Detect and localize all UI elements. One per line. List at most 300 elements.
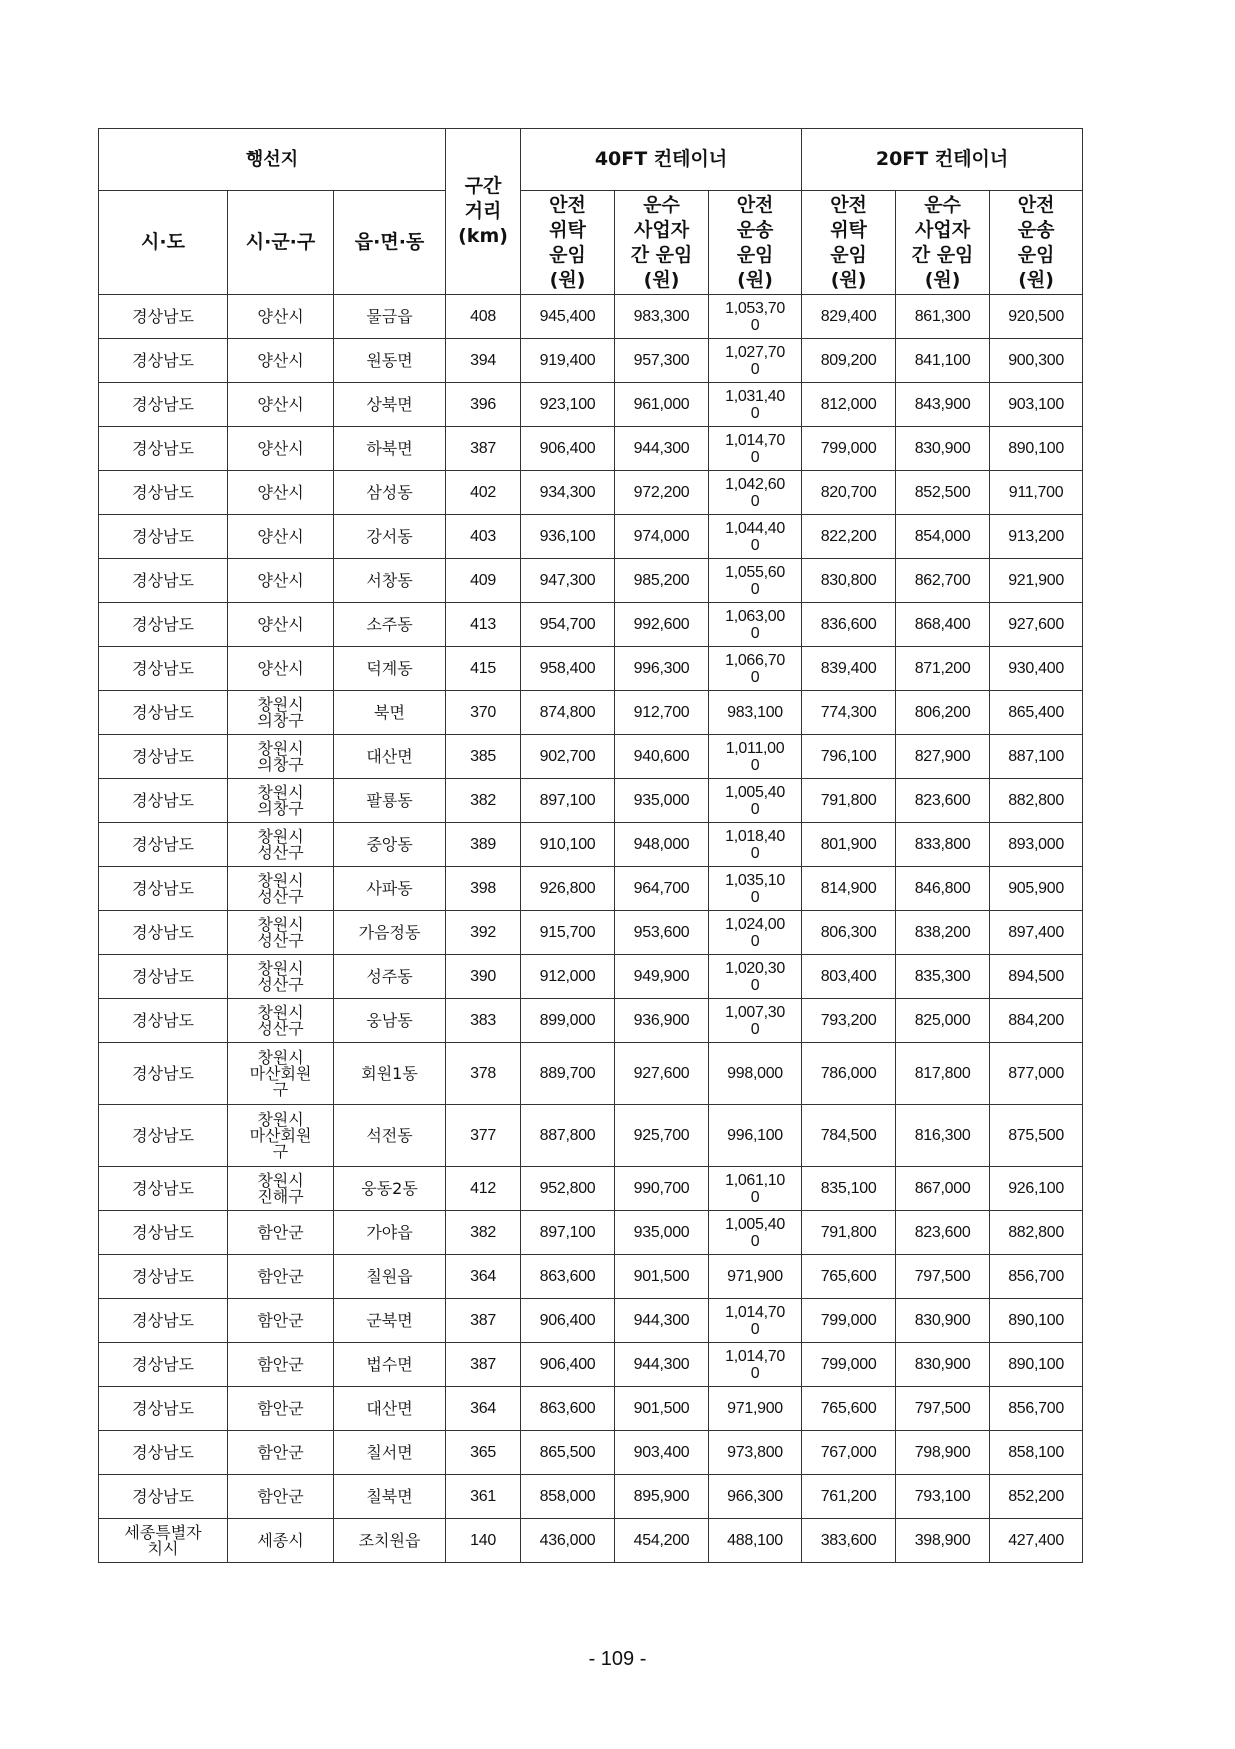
cell-20ft-carrier-rate: 827,900 bbox=[896, 735, 990, 779]
cell-distance-km: 396 bbox=[446, 383, 521, 427]
cell-20ft-safe-transport-rate: 852,200 bbox=[990, 1475, 1083, 1519]
cell-20ft-carrier-rate: 830,900 bbox=[896, 1343, 990, 1387]
cell-40ft-safe-transport-rate: 1,061,10 0 bbox=[709, 1167, 802, 1211]
cell-eupmyeondong: 대산면 bbox=[334, 735, 446, 779]
cell-40ft-safe-transport-rate: 1,014,70 0 bbox=[709, 1299, 802, 1343]
table-row bbox=[99, 559, 1083, 603]
cell-distance-km: 370 bbox=[446, 691, 521, 735]
cell-eupmyeondong: 군북면 bbox=[334, 1299, 446, 1343]
cell-20ft-carrier-rate: 797,500 bbox=[896, 1387, 990, 1431]
cell-20ft-carrier-rate: 846,800 bbox=[896, 867, 990, 911]
cell-sigungu: 창원시 의창구 bbox=[228, 691, 334, 735]
cell-20ft-carrier-rate: 843,900 bbox=[896, 383, 990, 427]
cell-eupmyeondong: 가야읍 bbox=[334, 1211, 446, 1255]
table-row bbox=[99, 1519, 1083, 1563]
cell-sido: 경상남도 bbox=[99, 1299, 228, 1343]
cell-40ft-safe-consign-rate: 910,100 bbox=[521, 823, 615, 867]
table-row bbox=[99, 955, 1083, 999]
cell-sigungu: 함안군 bbox=[228, 1343, 334, 1387]
cell-sigungu: 양산시 bbox=[228, 471, 334, 515]
header-eupmyeondong: 읍·면·동 bbox=[334, 191, 446, 295]
cell-distance-km: 140 bbox=[446, 1519, 521, 1563]
cell-sido: 경상남도 bbox=[99, 383, 228, 427]
cell-sido: 경상남도 bbox=[99, 1211, 228, 1255]
page-number: - 109 - bbox=[588, 1648, 647, 1670]
cell-distance-km: 377 bbox=[446, 1105, 521, 1167]
cell-eupmyeondong: 대산면 bbox=[334, 1387, 446, 1431]
cell-40ft-safe-consign-rate: 897,100 bbox=[521, 1211, 615, 1255]
cell-20ft-carrier-rate: 861,300 bbox=[896, 295, 990, 339]
cell-sigungu: 창원시 마산회원 구 bbox=[228, 1105, 334, 1167]
cell-distance-km: 412 bbox=[446, 1167, 521, 1211]
cell-40ft-safe-consign-rate: 906,400 bbox=[521, 427, 615, 471]
cell-sigungu: 창원시 성산구 bbox=[228, 999, 334, 1043]
cell-40ft-carrier-rate: 944,300 bbox=[615, 1299, 709, 1343]
cell-eupmyeondong: 원동면 bbox=[334, 339, 446, 383]
cell-20ft-safe-consign-rate: 793,200 bbox=[802, 999, 896, 1043]
cell-40ft-carrier-rate: 454,200 bbox=[615, 1519, 709, 1563]
table-row bbox=[99, 735, 1083, 779]
cell-20ft-safe-consign-rate: 806,300 bbox=[802, 911, 896, 955]
cell-40ft-safe-consign-rate: 897,100 bbox=[521, 779, 615, 823]
cell-distance-km: 387 bbox=[446, 1343, 521, 1387]
cell-40ft-carrier-rate: 964,700 bbox=[615, 867, 709, 911]
cell-20ft-safe-consign-rate: 761,200 bbox=[802, 1475, 896, 1519]
cell-20ft-carrier-rate: 823,600 bbox=[896, 779, 990, 823]
cell-40ft-carrier-rate: 972,200 bbox=[615, 471, 709, 515]
table-row bbox=[99, 1167, 1083, 1211]
cell-20ft-safe-consign-rate: 765,600 bbox=[802, 1255, 896, 1299]
cell-sido: 경상남도 bbox=[99, 339, 228, 383]
cell-20ft-safe-transport-rate: 875,500 bbox=[990, 1105, 1083, 1167]
cell-distance-km: 402 bbox=[446, 471, 521, 515]
cell-sido: 경상남도 bbox=[99, 735, 228, 779]
cell-20ft-carrier-rate: 817,800 bbox=[896, 1043, 990, 1105]
cell-sigungu: 창원시 마산회원 구 bbox=[228, 1043, 334, 1105]
cell-sigungu: 양산시 bbox=[228, 295, 334, 339]
table-row bbox=[99, 471, 1083, 515]
cell-eupmyeondong: 삼성동 bbox=[334, 471, 446, 515]
cell-40ft-safe-consign-rate: 863,600 bbox=[521, 1255, 615, 1299]
cell-sido: 경상남도 bbox=[99, 427, 228, 471]
cell-distance-km: 364 bbox=[446, 1387, 521, 1431]
cell-20ft-safe-consign-rate: 791,800 bbox=[802, 1211, 896, 1255]
cell-sido: 경상남도 bbox=[99, 559, 228, 603]
cell-20ft-safe-consign-rate: 809,200 bbox=[802, 339, 896, 383]
header-destination: 행선지 bbox=[99, 129, 446, 191]
cell-eupmyeondong: 물금읍 bbox=[334, 295, 446, 339]
cell-20ft-safe-consign-rate: 791,800 bbox=[802, 779, 896, 823]
cell-40ft-safe-transport-rate: 971,900 bbox=[709, 1255, 802, 1299]
table-row bbox=[99, 691, 1083, 735]
cell-eupmyeondong: 칠서면 bbox=[334, 1431, 446, 1475]
cell-40ft-safe-transport-rate: 1,005,40 0 bbox=[709, 1211, 802, 1255]
cell-distance-km: 387 bbox=[446, 1299, 521, 1343]
cell-sigungu: 양산시 bbox=[228, 383, 334, 427]
cell-40ft-safe-transport-rate: 983,100 bbox=[709, 691, 802, 735]
cell-distance-km: 365 bbox=[446, 1431, 521, 1475]
cell-eupmyeondong: 가음정동 bbox=[334, 911, 446, 955]
cell-40ft-safe-transport-rate: 1,018,40 0 bbox=[709, 823, 802, 867]
table-row bbox=[99, 1043, 1083, 1105]
cell-40ft-safe-consign-rate: 923,100 bbox=[521, 383, 615, 427]
cell-sigungu: 양산시 bbox=[228, 515, 334, 559]
cell-20ft-carrier-rate: 835,300 bbox=[896, 955, 990, 999]
header-20ft-safe-transport-rate: 안전 운송 운임 (원) bbox=[990, 191, 1083, 295]
cell-distance-km: 415 bbox=[446, 647, 521, 691]
cell-20ft-safe-consign-rate: 814,900 bbox=[802, 867, 896, 911]
cell-sido: 경상남도 bbox=[99, 603, 228, 647]
cell-sigungu: 양산시 bbox=[228, 603, 334, 647]
cell-40ft-safe-consign-rate: 889,700 bbox=[521, 1043, 615, 1105]
cell-40ft-carrier-rate: 983,300 bbox=[615, 295, 709, 339]
header-20ft-safe-consign-rate: 안전 위탁 운임 (원) bbox=[802, 191, 896, 295]
cell-20ft-safe-consign-rate: 835,100 bbox=[802, 1167, 896, 1211]
cell-40ft-safe-consign-rate: 906,400 bbox=[521, 1343, 615, 1387]
cell-40ft-carrier-rate: 927,600 bbox=[615, 1043, 709, 1105]
cell-40ft-carrier-rate: 957,300 bbox=[615, 339, 709, 383]
cell-40ft-safe-consign-rate: 952,800 bbox=[521, 1167, 615, 1211]
cell-distance-km: 413 bbox=[446, 603, 521, 647]
cell-20ft-safe-consign-rate: 796,100 bbox=[802, 735, 896, 779]
cell-20ft-safe-consign-rate: 799,000 bbox=[802, 1343, 896, 1387]
cell-20ft-safe-transport-rate: 890,100 bbox=[990, 427, 1083, 471]
cell-sigungu: 함안군 bbox=[228, 1299, 334, 1343]
cell-40ft-safe-transport-rate: 973,800 bbox=[709, 1431, 802, 1475]
header-40ft-carrier-rate: 운수 사업자 간 운임 (원) bbox=[615, 191, 709, 295]
cell-sigungu: 함안군 bbox=[228, 1211, 334, 1255]
table-row bbox=[99, 779, 1083, 823]
cell-sigungu: 양산시 bbox=[228, 559, 334, 603]
cell-40ft-safe-consign-rate: 899,000 bbox=[521, 999, 615, 1043]
cell-sido: 경상남도 bbox=[99, 515, 228, 559]
cell-20ft-carrier-rate: 868,400 bbox=[896, 603, 990, 647]
table-row bbox=[99, 1431, 1083, 1475]
cell-20ft-safe-transport-rate: 920,500 bbox=[990, 295, 1083, 339]
cell-distance-km: 382 bbox=[446, 779, 521, 823]
cell-40ft-safe-consign-rate: 865,500 bbox=[521, 1431, 615, 1475]
cell-sigungu: 양산시 bbox=[228, 339, 334, 383]
cell-eupmyeondong: 덕계동 bbox=[334, 647, 446, 691]
cell-20ft-carrier-rate: 841,100 bbox=[896, 339, 990, 383]
cell-sigungu: 창원시 성산구 bbox=[228, 955, 334, 999]
cell-sido: 경상남도 bbox=[99, 1475, 228, 1519]
cell-40ft-carrier-rate: 948,000 bbox=[615, 823, 709, 867]
cell-40ft-carrier-rate: 901,500 bbox=[615, 1255, 709, 1299]
cell-40ft-safe-consign-rate: 858,000 bbox=[521, 1475, 615, 1519]
cell-20ft-safe-consign-rate: 767,000 bbox=[802, 1431, 896, 1475]
cell-40ft-safe-transport-rate: 1,020,30 0 bbox=[709, 955, 802, 999]
cell-40ft-carrier-rate: 944,300 bbox=[615, 1343, 709, 1387]
cell-20ft-safe-transport-rate: 905,900 bbox=[990, 867, 1083, 911]
header-40ft-container: 40FT 컨테이너 bbox=[521, 129, 802, 191]
table-row bbox=[99, 1105, 1083, 1167]
cell-eupmyeondong: 팔룡동 bbox=[334, 779, 446, 823]
cell-eupmyeondong: 서창동 bbox=[334, 559, 446, 603]
cell-20ft-safe-transport-rate: 882,800 bbox=[990, 1211, 1083, 1255]
cell-distance-km: 389 bbox=[446, 823, 521, 867]
header-40ft-safe-consign-rate: 안전 위탁 운임 (원) bbox=[521, 191, 615, 295]
cell-distance-km: 364 bbox=[446, 1255, 521, 1299]
cell-40ft-safe-transport-rate: 966,300 bbox=[709, 1475, 802, 1519]
cell-eupmyeondong: 칠북면 bbox=[334, 1475, 446, 1519]
cell-40ft-safe-transport-rate: 1,066,70 0 bbox=[709, 647, 802, 691]
cell-sido: 세종특별자 치시 bbox=[99, 1519, 228, 1563]
cell-20ft-safe-transport-rate: 930,400 bbox=[990, 647, 1083, 691]
cell-sido: 경상남도 bbox=[99, 691, 228, 735]
cell-20ft-safe-consign-rate: 383,600 bbox=[802, 1519, 896, 1563]
cell-40ft-safe-consign-rate: 915,700 bbox=[521, 911, 615, 955]
cell-40ft-safe-consign-rate: 945,400 bbox=[521, 295, 615, 339]
cell-40ft-carrier-rate: 936,900 bbox=[615, 999, 709, 1043]
cell-eupmyeondong: 사파동 bbox=[334, 867, 446, 911]
cell-40ft-safe-consign-rate: 936,100 bbox=[521, 515, 615, 559]
cell-20ft-safe-transport-rate: 903,100 bbox=[990, 383, 1083, 427]
cell-40ft-safe-transport-rate: 998,000 bbox=[709, 1043, 802, 1105]
table-row bbox=[99, 1255, 1083, 1299]
cell-40ft-safe-consign-rate: 436,000 bbox=[521, 1519, 615, 1563]
header-40ft-safe-transport-rate: 안전 운송 운임 (원) bbox=[709, 191, 802, 295]
cell-sigungu: 창원시 진해구 bbox=[228, 1167, 334, 1211]
cell-sido: 경상남도 bbox=[99, 1343, 228, 1387]
freight-rate-table bbox=[98, 128, 1083, 1563]
cell-40ft-carrier-rate: 974,000 bbox=[615, 515, 709, 559]
cell-40ft-safe-transport-rate: 1,031,40 0 bbox=[709, 383, 802, 427]
cell-20ft-safe-consign-rate: 836,600 bbox=[802, 603, 896, 647]
cell-20ft-safe-consign-rate: 822,200 bbox=[802, 515, 896, 559]
table-row bbox=[99, 1343, 1083, 1387]
header-20ft-carrier-rate: 운수 사업자 간 운임 (원) bbox=[896, 191, 990, 295]
cell-sigungu: 창원시 의창구 bbox=[228, 779, 334, 823]
cell-40ft-carrier-rate: 935,000 bbox=[615, 1211, 709, 1255]
cell-20ft-carrier-rate: 871,200 bbox=[896, 647, 990, 691]
cell-20ft-carrier-rate: 830,900 bbox=[896, 427, 990, 471]
cell-sido: 경상남도 bbox=[99, 647, 228, 691]
cell-40ft-safe-transport-rate: 1,044,40 0 bbox=[709, 515, 802, 559]
cell-sido: 경상남도 bbox=[99, 779, 228, 823]
cell-20ft-carrier-rate: 793,100 bbox=[896, 1475, 990, 1519]
cell-20ft-carrier-rate: 854,000 bbox=[896, 515, 990, 559]
cell-20ft-safe-consign-rate: 786,000 bbox=[802, 1043, 896, 1105]
cell-20ft-safe-consign-rate: 839,400 bbox=[802, 647, 896, 691]
cell-eupmyeondong: 중앙동 bbox=[334, 823, 446, 867]
cell-20ft-carrier-rate: 830,900 bbox=[896, 1299, 990, 1343]
cell-sido: 경상남도 bbox=[99, 1043, 228, 1105]
cell-distance-km: 390 bbox=[446, 955, 521, 999]
cell-20ft-safe-transport-rate: 877,000 bbox=[990, 1043, 1083, 1105]
cell-20ft-safe-consign-rate: 784,500 bbox=[802, 1105, 896, 1167]
cell-20ft-safe-transport-rate: 913,200 bbox=[990, 515, 1083, 559]
cell-40ft-safe-transport-rate: 1,014,70 0 bbox=[709, 427, 802, 471]
cell-40ft-safe-consign-rate: 863,600 bbox=[521, 1387, 615, 1431]
cell-20ft-safe-transport-rate: 856,700 bbox=[990, 1387, 1083, 1431]
cell-distance-km: 403 bbox=[446, 515, 521, 559]
cell-sido: 경상남도 bbox=[99, 999, 228, 1043]
table-row bbox=[99, 1299, 1083, 1343]
cell-eupmyeondong: 강서동 bbox=[334, 515, 446, 559]
cell-40ft-carrier-rate: 953,600 bbox=[615, 911, 709, 955]
cell-20ft-safe-consign-rate: 812,000 bbox=[802, 383, 896, 427]
cell-40ft-carrier-rate: 925,700 bbox=[615, 1105, 709, 1167]
cell-20ft-carrier-rate: 833,800 bbox=[896, 823, 990, 867]
cell-20ft-carrier-rate: 852,500 bbox=[896, 471, 990, 515]
cell-40ft-carrier-rate: 940,600 bbox=[615, 735, 709, 779]
cell-eupmyeondong: 북면 bbox=[334, 691, 446, 735]
cell-20ft-carrier-rate: 862,700 bbox=[896, 559, 990, 603]
cell-40ft-carrier-rate: 901,500 bbox=[615, 1387, 709, 1431]
cell-sido: 경상남도 bbox=[99, 911, 228, 955]
cell-eupmyeondong: 회원1동 bbox=[334, 1043, 446, 1105]
cell-40ft-safe-consign-rate: 958,400 bbox=[521, 647, 615, 691]
cell-distance-km: 387 bbox=[446, 427, 521, 471]
cell-40ft-carrier-rate: 996,300 bbox=[615, 647, 709, 691]
cell-40ft-safe-transport-rate: 996,100 bbox=[709, 1105, 802, 1167]
cell-distance-km: 383 bbox=[446, 999, 521, 1043]
cell-20ft-safe-consign-rate: 799,000 bbox=[802, 427, 896, 471]
cell-sigungu: 함안군 bbox=[228, 1255, 334, 1299]
cell-40ft-safe-transport-rate: 1,027,70 0 bbox=[709, 339, 802, 383]
cell-40ft-carrier-rate: 985,200 bbox=[615, 559, 709, 603]
cell-20ft-safe-transport-rate: 858,100 bbox=[990, 1431, 1083, 1475]
cell-40ft-safe-transport-rate: 971,900 bbox=[709, 1387, 802, 1431]
cell-sido: 경상남도 bbox=[99, 1105, 228, 1167]
cell-eupmyeondong: 웅남동 bbox=[334, 999, 446, 1043]
cell-20ft-safe-consign-rate: 803,400 bbox=[802, 955, 896, 999]
cell-40ft-safe-transport-rate: 1,055,60 0 bbox=[709, 559, 802, 603]
table-row bbox=[99, 1475, 1083, 1519]
cell-40ft-carrier-rate: 990,700 bbox=[615, 1167, 709, 1211]
cell-sigungu: 창원시 의창구 bbox=[228, 735, 334, 779]
cell-20ft-carrier-rate: 838,200 bbox=[896, 911, 990, 955]
header-sigungu: 시·군·구 bbox=[228, 191, 334, 295]
cell-40ft-carrier-rate: 949,900 bbox=[615, 955, 709, 999]
cell-20ft-safe-transport-rate: 865,400 bbox=[990, 691, 1083, 735]
cell-20ft-safe-transport-rate: 921,900 bbox=[990, 559, 1083, 603]
cell-20ft-safe-transport-rate: 427,400 bbox=[990, 1519, 1083, 1563]
table-row bbox=[99, 603, 1083, 647]
table-row bbox=[99, 339, 1083, 383]
cell-40ft-carrier-rate: 903,400 bbox=[615, 1431, 709, 1475]
cell-20ft-safe-transport-rate: 900,300 bbox=[990, 339, 1083, 383]
cell-40ft-safe-consign-rate: 887,800 bbox=[521, 1105, 615, 1167]
table-row bbox=[99, 911, 1083, 955]
cell-sido: 경상남도 bbox=[99, 955, 228, 999]
cell-eupmyeondong: 성주동 bbox=[334, 955, 446, 999]
cell-eupmyeondong: 소주동 bbox=[334, 603, 446, 647]
cell-sido: 경상남도 bbox=[99, 823, 228, 867]
cell-40ft-carrier-rate: 992,600 bbox=[615, 603, 709, 647]
cell-40ft-safe-transport-rate: 1,014,70 0 bbox=[709, 1343, 802, 1387]
cell-20ft-carrier-rate: 823,600 bbox=[896, 1211, 990, 1255]
cell-40ft-safe-transport-rate: 1,035,10 0 bbox=[709, 867, 802, 911]
cell-40ft-carrier-rate: 912,700 bbox=[615, 691, 709, 735]
cell-sido: 경상남도 bbox=[99, 471, 228, 515]
cell-20ft-safe-transport-rate: 882,800 bbox=[990, 779, 1083, 823]
cell-distance-km: 382 bbox=[446, 1211, 521, 1255]
cell-20ft-carrier-rate: 867,000 bbox=[896, 1167, 990, 1211]
cell-40ft-safe-transport-rate: 1,024,00 0 bbox=[709, 911, 802, 955]
table-row bbox=[99, 427, 1083, 471]
cell-distance-km: 398 bbox=[446, 867, 521, 911]
cell-eupmyeondong: 웅동2동 bbox=[334, 1167, 446, 1211]
cell-40ft-safe-consign-rate: 954,700 bbox=[521, 603, 615, 647]
cell-eupmyeondong: 칠원읍 bbox=[334, 1255, 446, 1299]
table-row bbox=[99, 823, 1083, 867]
cell-eupmyeondong: 조치원읍 bbox=[334, 1519, 446, 1563]
cell-distance-km: 378 bbox=[446, 1043, 521, 1105]
cell-40ft-safe-transport-rate: 1,053,70 0 bbox=[709, 295, 802, 339]
cell-distance-km: 385 bbox=[446, 735, 521, 779]
cell-20ft-carrier-rate: 825,000 bbox=[896, 999, 990, 1043]
table-row bbox=[99, 647, 1083, 691]
cell-40ft-carrier-rate: 935,000 bbox=[615, 779, 709, 823]
table-header bbox=[99, 129, 1083, 295]
cell-40ft-safe-consign-rate: 919,400 bbox=[521, 339, 615, 383]
cell-40ft-safe-consign-rate: 947,300 bbox=[521, 559, 615, 603]
cell-sigungu: 양산시 bbox=[228, 427, 334, 471]
cell-20ft-safe-consign-rate: 765,600 bbox=[802, 1387, 896, 1431]
cell-sido: 경상남도 bbox=[99, 1387, 228, 1431]
cell-20ft-carrier-rate: 398,900 bbox=[896, 1519, 990, 1563]
header-20ft-container: 20FT 컨테이너 bbox=[802, 129, 1083, 191]
cell-40ft-safe-consign-rate: 926,800 bbox=[521, 867, 615, 911]
header-distance: 구간 거리 (km) bbox=[446, 129, 521, 295]
cell-20ft-safe-consign-rate: 801,900 bbox=[802, 823, 896, 867]
cell-40ft-safe-transport-rate: 1,005,40 0 bbox=[709, 779, 802, 823]
cell-20ft-safe-transport-rate: 897,400 bbox=[990, 911, 1083, 955]
cell-40ft-safe-transport-rate: 1,042,60 0 bbox=[709, 471, 802, 515]
cell-20ft-safe-consign-rate: 830,800 bbox=[802, 559, 896, 603]
cell-20ft-safe-transport-rate: 927,600 bbox=[990, 603, 1083, 647]
cell-20ft-safe-transport-rate: 856,700 bbox=[990, 1255, 1083, 1299]
cell-20ft-safe-transport-rate: 887,100 bbox=[990, 735, 1083, 779]
cell-sigungu: 창원시 성산구 bbox=[228, 867, 334, 911]
cell-distance-km: 392 bbox=[446, 911, 521, 955]
cell-40ft-safe-consign-rate: 874,800 bbox=[521, 691, 615, 735]
cell-40ft-safe-consign-rate: 906,400 bbox=[521, 1299, 615, 1343]
cell-40ft-safe-consign-rate: 902,700 bbox=[521, 735, 615, 779]
cell-40ft-safe-consign-rate: 934,300 bbox=[521, 471, 615, 515]
cell-sigungu: 양산시 bbox=[228, 647, 334, 691]
cell-20ft-safe-transport-rate: 911,700 bbox=[990, 471, 1083, 515]
cell-sigungu: 세종시 bbox=[228, 1519, 334, 1563]
cell-sido: 경상남도 bbox=[99, 1255, 228, 1299]
cell-20ft-safe-transport-rate: 926,100 bbox=[990, 1167, 1083, 1211]
cell-20ft-safe-consign-rate: 820,700 bbox=[802, 471, 896, 515]
cell-sigungu: 함안군 bbox=[228, 1475, 334, 1519]
header-sido: 시·도 bbox=[99, 191, 228, 295]
cell-40ft-carrier-rate: 895,900 bbox=[615, 1475, 709, 1519]
cell-sigungu: 함안군 bbox=[228, 1387, 334, 1431]
cell-distance-km: 361 bbox=[446, 1475, 521, 1519]
cell-20ft-safe-transport-rate: 890,100 bbox=[990, 1299, 1083, 1343]
cell-20ft-safe-transport-rate: 884,200 bbox=[990, 999, 1083, 1043]
table-row bbox=[99, 383, 1083, 427]
cell-sido: 경상남도 bbox=[99, 867, 228, 911]
cell-20ft-carrier-rate: 798,900 bbox=[896, 1431, 990, 1475]
cell-sido: 경상남도 bbox=[99, 295, 228, 339]
cell-40ft-safe-transport-rate: 1,011,00 0 bbox=[709, 735, 802, 779]
table-row bbox=[99, 867, 1083, 911]
cell-40ft-safe-consign-rate: 912,000 bbox=[521, 955, 615, 999]
cell-eupmyeondong: 석전동 bbox=[334, 1105, 446, 1167]
cell-sido: 경상남도 bbox=[99, 1167, 228, 1211]
cell-sigungu: 창원시 성산구 bbox=[228, 911, 334, 955]
table-row bbox=[99, 1387, 1083, 1431]
cell-20ft-safe-consign-rate: 774,300 bbox=[802, 691, 896, 735]
cell-eupmyeondong: 하북면 bbox=[334, 427, 446, 471]
table-row bbox=[99, 999, 1083, 1043]
